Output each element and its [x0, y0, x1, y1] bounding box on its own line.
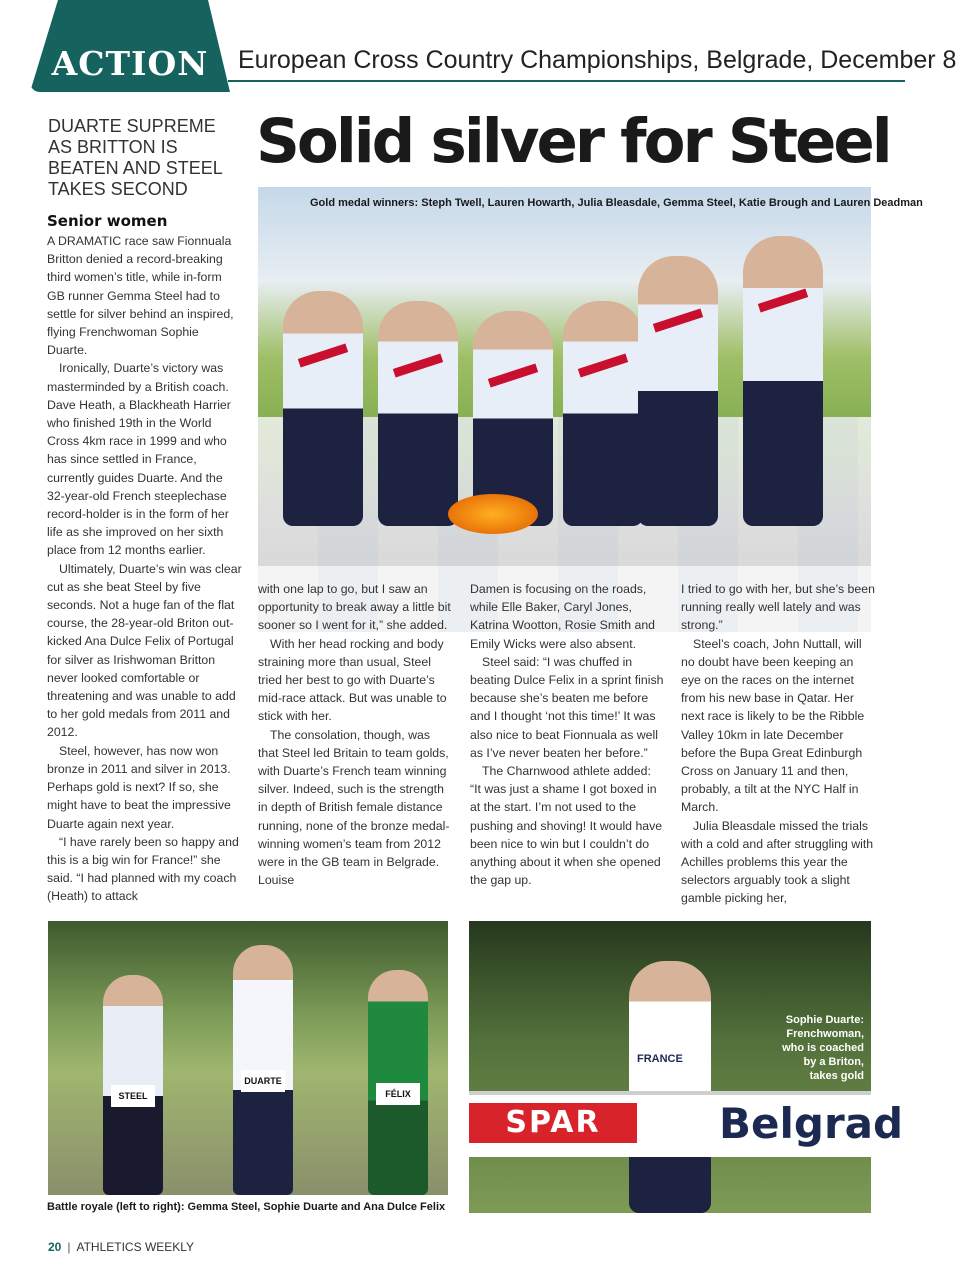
athlete-figure — [638, 256, 718, 526]
race-bib: STEEL — [111, 1085, 155, 1107]
article-subhead: Senior women — [47, 212, 168, 230]
page-footer — [48, 1240, 194, 1254]
finish-photo-caption: Sophie Duarte: Frenchwoman, who is coached by a Briton, takes gold — [782, 1014, 864, 1082]
flower-bouquet — [448, 494, 538, 534]
paragraph: with one lap to go, but I saw an opportunity to break away a little bit sooner so I went for it,” she added. — [258, 582, 451, 633]
finish-banner — [469, 1091, 904, 1157]
header-rule — [228, 80, 905, 82]
winner-bib: FRANCE — [637, 1053, 683, 1065]
finish-photo — [469, 921, 904, 1213]
athlete-figure — [563, 301, 643, 526]
race-bib: DUARTE — [241, 1070, 285, 1092]
runner-figure — [368, 970, 428, 1195]
paragraph: Ultimately, Duarte’s win was clear cut as she beat Steel by five seconds. Not a huge fan of the flat course, the 28-year-old Briton out-kicked Ana Dulce Felix of Portugal for silver as Irishwoman Britton never looked comfortable or threatening and was unable to add to her gold medals from 2011 and 2012. — [47, 561, 242, 740]
paragraph: “I have rarely been so happy and this is a big win for France!” she said. “I had planned with my coach (Heath) to attack — [47, 834, 239, 904]
race-photo — [48, 921, 448, 1195]
athlete-figure — [378, 301, 458, 526]
publication-name: ATHLETICS WEEKLY — [76, 1240, 195, 1254]
winner-figure — [629, 961, 711, 1213]
spar-logo: SPAR — [469, 1103, 637, 1143]
article-column-3 — [470, 580, 665, 889]
event-title: European Cross Country Championships, Belgrade, December 8 — [238, 46, 956, 74]
section-label: ACTION — [51, 44, 209, 83]
banner-city-text: Belgrad — [719, 1099, 904, 1148]
paragraph: I tried to go with her, but she’s been running really well lately and was strong.” — [681, 582, 875, 633]
runner-figure — [103, 975, 163, 1195]
paragraph: Steel said: “I was chuffed in beating Dulce Felix in a sprint finish because she’s beaten me before and I thought ‘not this time!’ It was also nice to beat Fionnuala as well as I’ve never beaten her before.” — [470, 654, 664, 760]
article-column-2 — [258, 580, 453, 889]
team-photo-caption: Gold medal winners: Steph Twell, Lauren Howarth, Julia Bleasdale, Gemma Steel, Katie Brough and Lauren Deadman — [310, 197, 923, 209]
athlete-figure — [743, 236, 823, 526]
paragraph: Ironically, Duarte’s victory was masterminded by a British coach. Dave Heath, a Blackheath Harrier who finished 19th in the World Cross 4km race in 1999 and who has since settled in France, currently guides Duarte. And the 32-year-old French steeplechase record-holder is in the form of her life as she improved on her sixth place from 12 months earlier. — [47, 361, 231, 558]
paragraph: The Charnwood athlete added: “It was just a shame I got boxed in at the start. I’m not used to the pushing and shoving! It would have been nice to win but I couldn’t do anything about it when she opened the gap up. — [470, 764, 663, 888]
paragraph: The consolation, though, was that Steel led Britain to team golds, with Duarte’s French team winning silver. Indeed, such is the strength in depth of British female distance running, none of the bronze medal-winning women’s team from 2012 were in the GB team in Belgrade. Louise — [258, 727, 450, 888]
paragraph: Steel’s coach, John Nuttall, will no doubt have been keeping an eye on the races on the internet from his new base in Qatar. Her next race is likely to be the Ribble Valley 10km in late December before the Bupa Great Edinburgh Cross on January 11 and then, probably, a tilt at the NYC Half in March. — [681, 636, 865, 815]
race-photo-caption: Battle royale (left to right): Gemma Steel, Sophie Duarte and Ana Dulce Felix — [47, 1201, 446, 1213]
page-number: 20 — [48, 1240, 62, 1254]
article-column-4 — [681, 580, 876, 908]
paragraph: A DRAMATIC race saw Fionnuala Britton denied a record-breaking third women’s title, while in-form GB runner Gemma Steel had to settle for silver behind an inspired, flying Frenchwoman Sophie Duarte. — [47, 234, 234, 358]
paragraph: With her head rocking and body straining more than usual, Steel tried her best to go with Duarte’s mid-race attack. But was unable to stick with her. — [258, 636, 447, 724]
paragraph: Damen is focusing on the roads, while Elle Baker, Caryl Jones, Katrina Wootton, Rosie Smith and Emily Wicks were also absent. — [470, 582, 656, 651]
athlete-figure — [283, 291, 363, 526]
paragraph: Julia Bleasdale missed the trials with a cold and after struggling with Achilles problems this year the selectors arguably took a slight gamble picking her, — [681, 818, 874, 906]
paragraph: Steel, however, has now won bronze in 2011 and silver in 2013. Perhaps gold is next? If so, she might have to beat the impressive Duarte again next year. — [47, 743, 231, 831]
standfirst: DUARTE SUPREME AS BRITTON IS BEATEN AND STEEL TAKES SECOND — [48, 116, 223, 199]
team-photo — [258, 187, 923, 566]
footer-separator: | — [67, 1240, 71, 1254]
article-column-1 — [47, 212, 242, 906]
runner-figure — [233, 945, 293, 1195]
race-bib: FÉLIX — [376, 1083, 420, 1105]
headline: Solid silver for Steel — [256, 106, 890, 177]
